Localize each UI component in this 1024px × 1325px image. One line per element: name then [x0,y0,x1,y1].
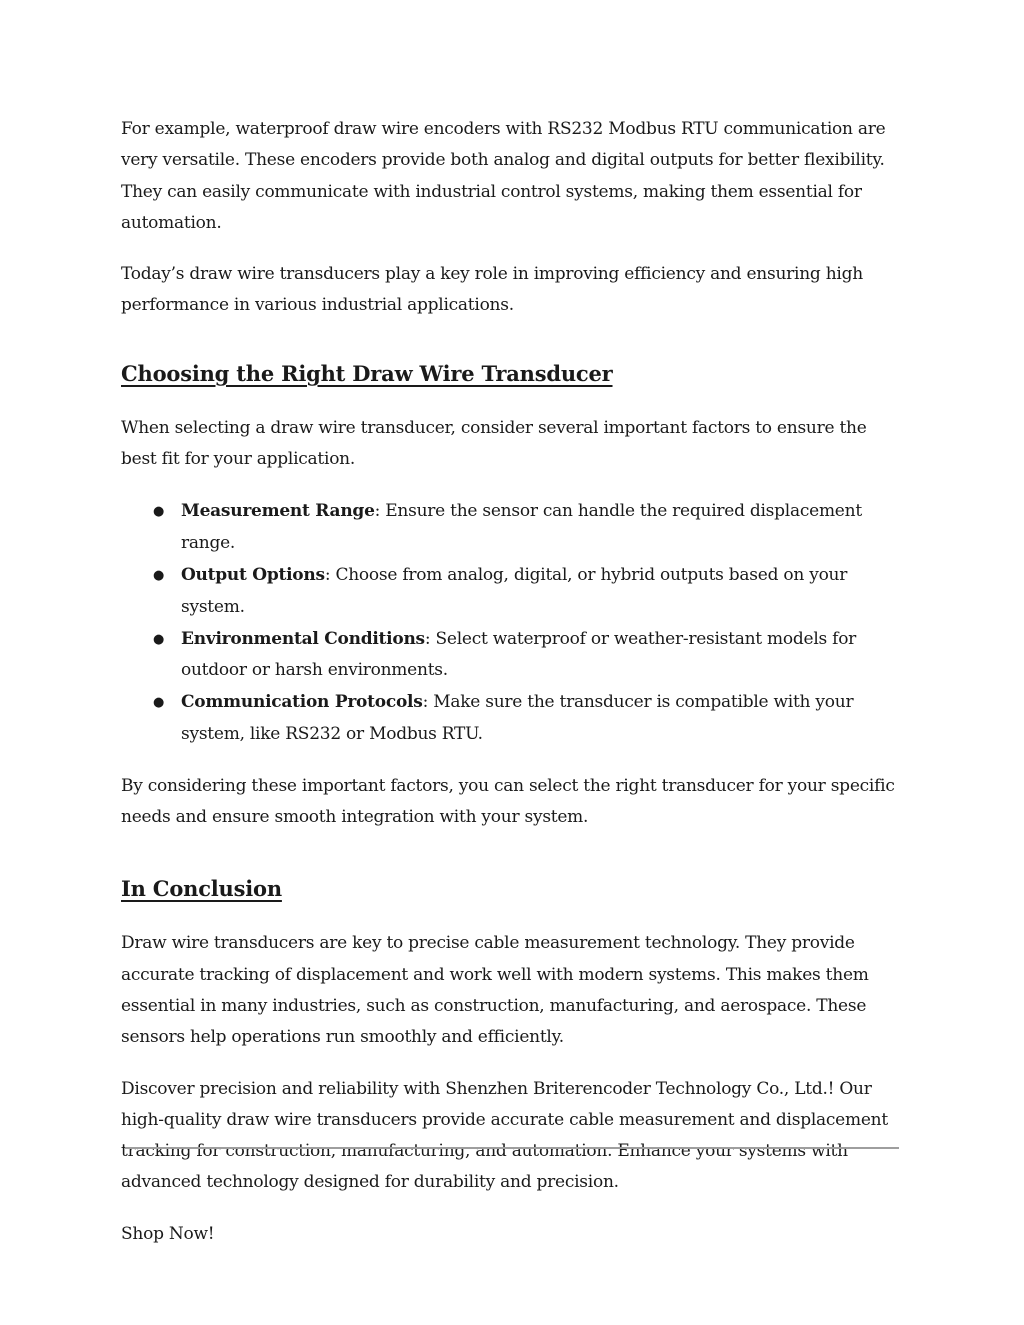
list-item [121,496,907,560]
section-heading-choosing: Choosing the Right Draw Wire Transducer [121,360,613,386]
bullet-icon: ● [153,631,165,647]
intro-paragraph-1: For example, waterproof draw wire encoders with RS232 Modbus RTU communication are very versatile. These encoders provide both analog and digital outputs for better flexibility. They can easily communicate with industrial control systems, making them essential for automation. [121,119,886,233]
factors-list [121,496,907,750]
horizontal-divider [125,1147,899,1149]
list-item [121,687,907,751]
list-item-term: Measurement Range [181,501,375,522]
list-item-term: Communication Protocols [181,692,423,713]
list-item-text: : Make sure the transducer is compatible with your system, like RS232 or Modbus RTU. [181,692,854,744]
choosing-outro-paragraph: By considering these important factors, you can select the right transducer for your specific needs and ensure smooth integration with your system. [121,775,895,828]
conclusion-paragraph-1: Draw wire transducers are key to precise cable measurement technology. They provide accurate tracking of displacement and work well with modern systems. This makes them essential in many industries, such as construction, manufacturing, and aerospace. These sensors help operations run smoothly and efficiently. [121,933,869,1048]
list-item [121,624,907,688]
section-heading-conclusion: In Conclusion [121,876,282,902]
conclusion-paragraph-2: Discover precision and reliability with Shenzhen Briterencoder Technology Co., Ltd.! Our high-quality draw wire transducers provide accurate cable measurement and displacement tracking for construction, manufacturing, and automation. Enhance your systems with advanced technology designed for durability and precision. [121,1078,888,1193]
list-item-term: Output Options [181,564,325,585]
list-item-term: Environmental Conditions [181,628,425,649]
list-item-text: : Ensure the sensor can handle the required displacement range. [181,501,862,554]
shop-now-link[interactable]: Shop Now! [121,1223,215,1244]
intro-paragraph-2: Today’s draw wire transducers play a key role in improving efficiency and ensuring high performance in various industrial applications. [121,264,863,316]
bullet-icon: ● [153,567,165,583]
list-item-text: : Select waterproof or weather-resistant models for outdoor or harsh environments. [181,628,857,681]
list-item [121,560,907,624]
bullet-icon: ● [153,695,165,711]
document-page [121,114,907,1250]
bullet-icon: ● [153,504,165,520]
list-item-text: : Choose from analog, digital, or hybrid outputs based on your system. [181,564,848,617]
choosing-intro-paragraph: When selecting a draw wire transducer, consider several important factors to ensure the best fit for your application. [121,417,867,470]
